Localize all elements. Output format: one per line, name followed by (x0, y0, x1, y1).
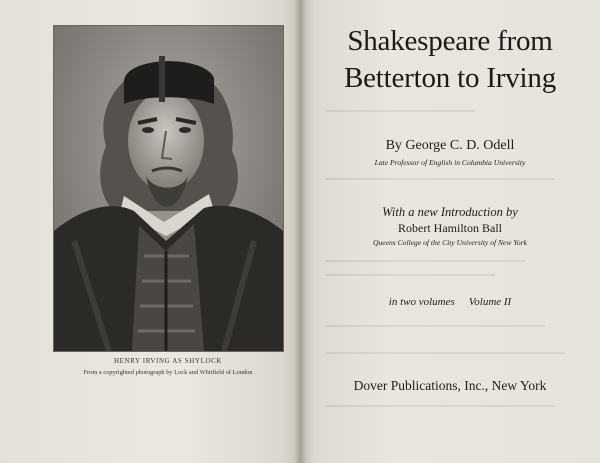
introduction-author: Robert Hamilton Ball (398, 221, 502, 235)
book-title-line-2: Betterton to Irving (343, 62, 557, 94)
volume-label: Volume II (468, 296, 512, 308)
show-through-line (325, 352, 565, 354)
show-through-line (325, 325, 545, 327)
volumes-count: in two volumes (388, 296, 455, 308)
author-line: By George C. D. Odell (385, 138, 515, 153)
author-affiliation: Late Professor of English in Columbia University (374, 158, 526, 167)
show-through-line (325, 178, 555, 180)
introduction-line: With a new Introduction by (382, 205, 518, 219)
photo-credit: From a copyrighted photograph by Lock and Whitfield of London (83, 369, 253, 376)
show-through-line (325, 260, 525, 262)
book-gutter (294, 0, 306, 463)
show-through-line (325, 110, 475, 112)
volume-info (330, 296, 570, 308)
book-title-line-1: Shakespeare from (347, 25, 553, 57)
publisher-line: Dover Publications, Inc., New York (353, 378, 547, 393)
show-through-line (325, 405, 555, 407)
portrait-caption: HENRY IRVING AS SHYLOCK (113, 357, 223, 365)
show-through-line (325, 274, 495, 276)
introduction-affiliation: Queens College of the City University of New York (372, 238, 528, 247)
portrait-photograph (53, 25, 284, 352)
